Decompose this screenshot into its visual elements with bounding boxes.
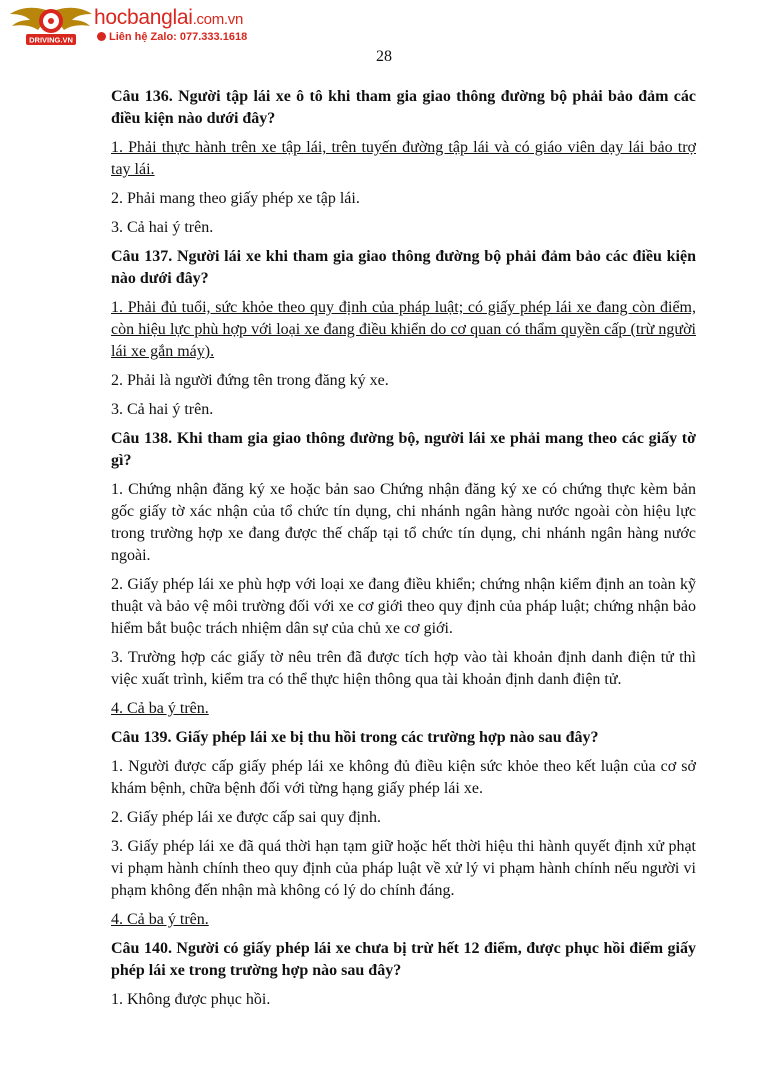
site-domain: .com.vn xyxy=(192,11,244,28)
question-title: Câu 138. Khi tham gia giao thông đường bộ, người lái xe phải mang theo các giấy tờ gì? xyxy=(111,430,696,469)
question-title: Câu 140. Người có giấy phép lái xe chưa bị trừ hết 12 điểm, được phục hồi điểm giấy phép lái xe trong trường hợp nào sau đây? xyxy=(111,940,696,979)
question-title: Câu 139. Giấy phép lái xe bị thu hồi trong các trường hợp nào sau đây? xyxy=(111,729,599,746)
site-name: hocbanglai.com.vn xyxy=(94,6,244,29)
contact-text: Liên hệ Zalo: 077.333.1618 xyxy=(109,31,248,43)
answer-option: 3. Trường hợp các giấy tờ nêu trên đã được tích hợp vào tài khoản định danh điện tử thì việc xuất trình, kiểm tra có thể thực hiện thông qua tài khoản định danh điện tử. xyxy=(111,649,696,688)
page-number: 28 xyxy=(376,48,392,65)
answer-option: 3. Giấy phép lái xe đã quá thời hạn tạm giữ hoặc hết thời hiệu thi hành quyết định xử phạt vi phạm hành chính theo quy định của pháp luật về xử lý vi phạm hành chính nếu người vi phạm không đến nhận mà không có lý do chính đáng. xyxy=(111,838,696,899)
answer-option: 2. Giấy phép lái xe phù hợp với loại xe đang điều khiển; chứng nhận kiểm định an toàn kỹ thuật và bảo vệ môi trường đối với xe cơ giới theo quy định của pháp luật; chứng nhận bảo hiểm bắt buộc trách nhiệm dân sự của chủ xe cơ giới. xyxy=(111,576,696,637)
answer-option: 1. Người được cấp giấy phép lái xe không đủ điều kiện sức khỏe theo kết luận của cơ sở khám bệnh, chữa bệnh đối với từng hạng giấy phép lái xe. xyxy=(111,758,696,797)
steering-wheel-wings-icon xyxy=(8,4,94,46)
document-body xyxy=(111,86,696,1018)
question-title: Câu 136. Người tập lái xe ô tô khi tham gia giao thông đường bộ phải bảo đảm các điều kiện nào dưới đây? xyxy=(111,88,696,127)
phone-icon xyxy=(97,32,106,41)
answer-option: 2. Giấy phép lái xe được cấp sai quy định. xyxy=(111,809,381,826)
answer-option: 2. Phải mang theo giấy phép xe tập lái. xyxy=(111,190,360,207)
correct-answer: 1. Phải đủ tuổi, sức khỏe theo quy định của pháp luật; có giấy phép lái xe đang còn điểm, còn hiệu lực phù hợp với loại xe đang điều khiển do cơ quan có thẩm quyền cấp (trừ người lái xe gắn máy). xyxy=(111,299,696,360)
question-title: Câu 137. Người lái xe khi tham gia giao thông đường bộ phải đảm bảo các điều kiện nào dưới đây? xyxy=(111,248,696,287)
correct-answer: 4. Cả ba ý trên. xyxy=(111,700,209,717)
correct-answer: 1. Phải thực hành trên xe tập lái, trên tuyến đường tập lái và có giáo viên dạy lái bảo trợ tay lái. xyxy=(111,139,696,178)
correct-answer: 4. Cả ba ý trên. xyxy=(111,911,209,928)
answer-option: 2. Phải là người đứng tên trong đăng ký xe. xyxy=(111,372,389,389)
answer-option: 3. Cả hai ý trên. xyxy=(111,219,214,236)
answer-option: 1. Chứng nhận đăng ký xe hoặc bản sao Chứng nhận đăng ký xe có chứng thực kèm bản gốc giấy tờ xác nhận của tổ chức tín dụng, chi nhánh ngân hàng nước ngoài còn hiệu lực trong trường hợp xe đang được thế chấp tại tổ chức tín dụng, chi nhánh ngân hàng nước ngoài. xyxy=(111,481,696,564)
site-logo[interactable] xyxy=(8,4,268,46)
answer-option: 3. Cả hai ý trên. xyxy=(111,401,214,418)
badge-text: DRIVING.VN xyxy=(29,35,73,45)
contact-line xyxy=(97,31,247,43)
answer-option: 1. Không được phục hồi. xyxy=(111,991,271,1008)
